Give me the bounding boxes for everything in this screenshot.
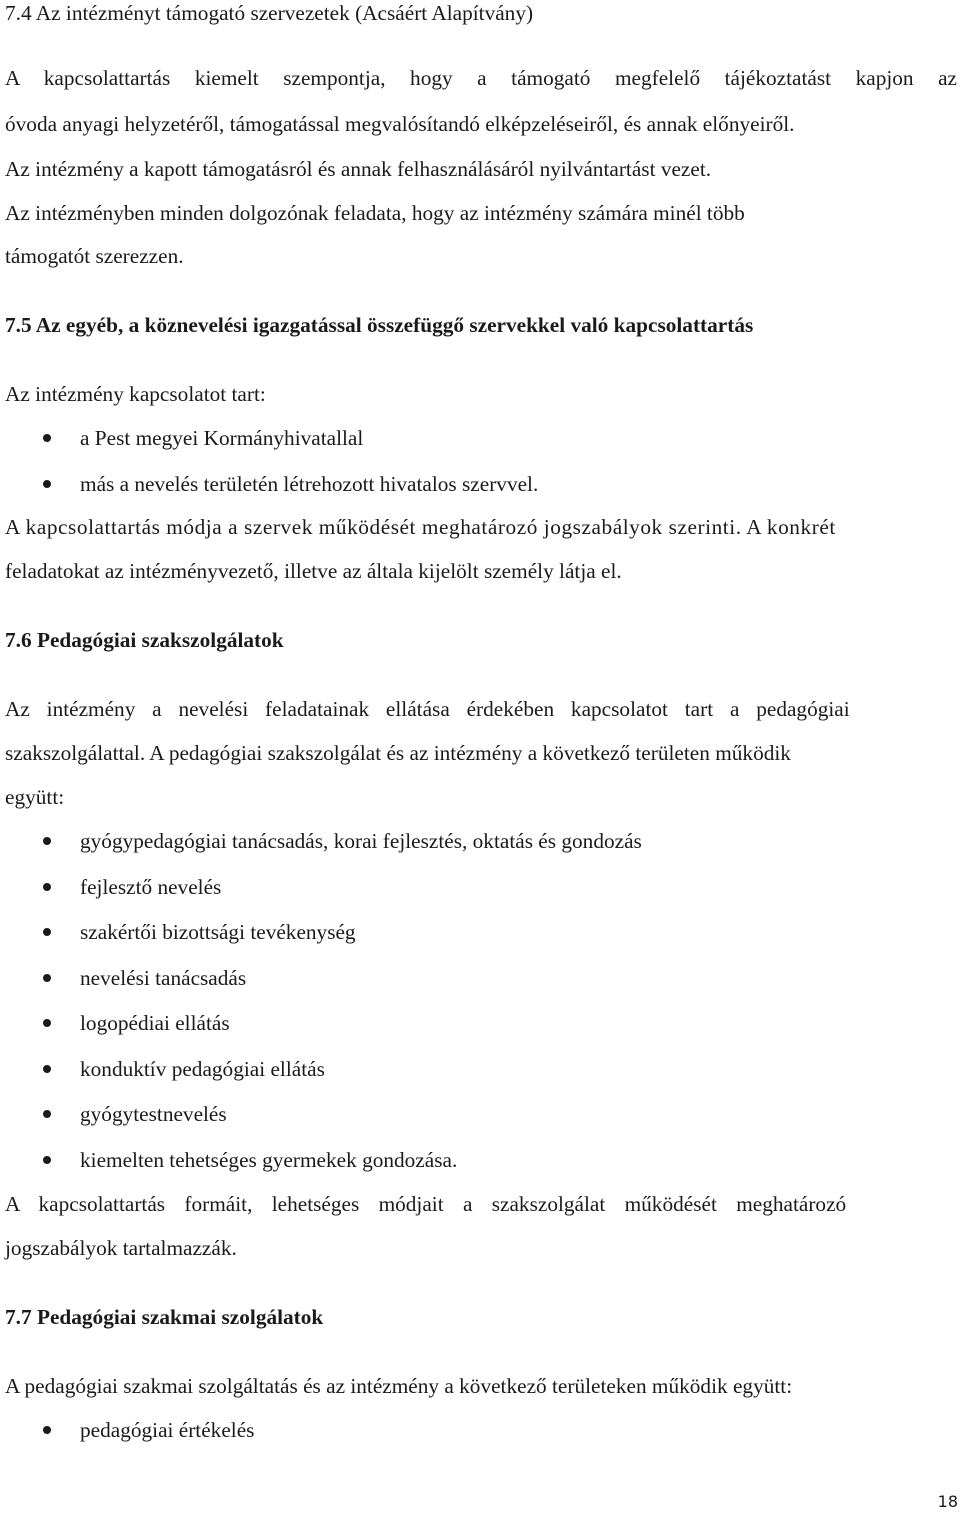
section-heading-7-6: 7.6 Pedagógiai szakszolgálatok bbox=[5, 628, 284, 652]
s75-line-2: feladatokat az intézményvezető, illetve az általa kijelölt személy látja el. bbox=[5, 559, 622, 583]
list-item-text: logopédiai ellátás bbox=[80, 1011, 230, 1035]
list-item-text: a Pest megyei Kormányhivatallal bbox=[80, 426, 364, 450]
section-heading-7-4: 7.4 Az intézményt támogató szervezetek (Acsáért Alapítvány) bbox=[5, 1, 534, 25]
s77-intro: A pedagógiai szakmai szolgáltatás és az intézmény a következő területeken működik együtt: bbox=[5, 1374, 793, 1398]
bullet-icon bbox=[43, 480, 51, 488]
s76-line-1: Az intézmény a nevelési feladatainak ellátása érdekében kapcsolatot tart a pedagógiai bbox=[5, 697, 850, 721]
list-item-text: más a nevelés területén létrehozott hivatalos szervvel. bbox=[80, 472, 539, 496]
s75-line-1: A kapcsolattartás módja a szervek működését meghatározó jogszabályok szerinti. A konkrét bbox=[5, 515, 836, 539]
bullet-icon bbox=[43, 837, 51, 845]
list-item-text: gyógytestnevelés bbox=[80, 1102, 227, 1126]
list-item-text: pedagógiai értékelés bbox=[80, 1418, 255, 1442]
list-item-text: nevelési tanácsadás bbox=[80, 966, 247, 990]
list-item-text: szakértői bizottsági tevékenység bbox=[80, 920, 356, 944]
bullet-icon bbox=[43, 1019, 51, 1027]
bullet-icon bbox=[43, 974, 51, 982]
list-item-text: fejlesztő nevelés bbox=[80, 875, 222, 899]
section-heading-7-5: 7.5 Az egyéb, a köznevelési igazgatással összefüggő szervekkel való kapcsolattartás bbox=[5, 313, 754, 337]
bullet-icon bbox=[43, 928, 51, 936]
s76-outro-2: jogszabályok tartalmazzák. bbox=[5, 1236, 237, 1260]
s76-outro-1: A kapcsolattartás formáit, lehetséges módjait a szakszolgálat működését meghatározó bbox=[5, 1192, 847, 1216]
s74-line-2: óvoda anyagi helyzetéről, támogatással megvalósítandó elképzeléseiről, és annak előnyeiről. bbox=[5, 112, 795, 136]
s76-line-3: együtt: bbox=[5, 785, 65, 809]
s74-line-4: Az intézményben minden dolgozónak feladata, hogy az intézmény számára minél több bbox=[5, 201, 745, 225]
s74-line-1 bbox=[5, 64, 959, 92]
list-item-text: kiemelten tehetséges gyermekek gondozása. bbox=[80, 1148, 458, 1172]
list-item-text: gyógypedagógiai tanácsadás, korai fejlesztés, oktatás és gondozás bbox=[80, 829, 642, 853]
bullet-icon bbox=[43, 434, 51, 442]
s75-intro: Az intézmény kapcsolatot tart: bbox=[5, 382, 266, 406]
s74-line-3: Az intézmény a kapott támogatásról és annak felhasználásáról nyilvántartást vezet. bbox=[5, 157, 712, 181]
bullet-icon bbox=[43, 1065, 51, 1073]
page-number: 18 bbox=[937, 1492, 958, 1511]
bullet-icon bbox=[43, 1426, 51, 1434]
list-item-text: konduktív pedagógiai ellátás bbox=[80, 1057, 325, 1081]
bullet-icon bbox=[43, 1110, 51, 1118]
s74-line-5: támogatót szerezzen. bbox=[5, 244, 184, 268]
section-heading-7-7: 7.7 Pedagógiai szakmai szolgálatok bbox=[5, 1305, 324, 1329]
bullet-icon bbox=[43, 883, 51, 891]
text-line: A kapcsolattartás kiemelt szempontja, hogy a támogató megfelelő tájékoztatást kapjon az bbox=[5, 66, 957, 90]
bullet-icon bbox=[43, 1156, 51, 1164]
s76-line-2: szakszolgálattal. A pedagógiai szakszolgálat és az intézmény a következő területen működik bbox=[5, 741, 791, 765]
